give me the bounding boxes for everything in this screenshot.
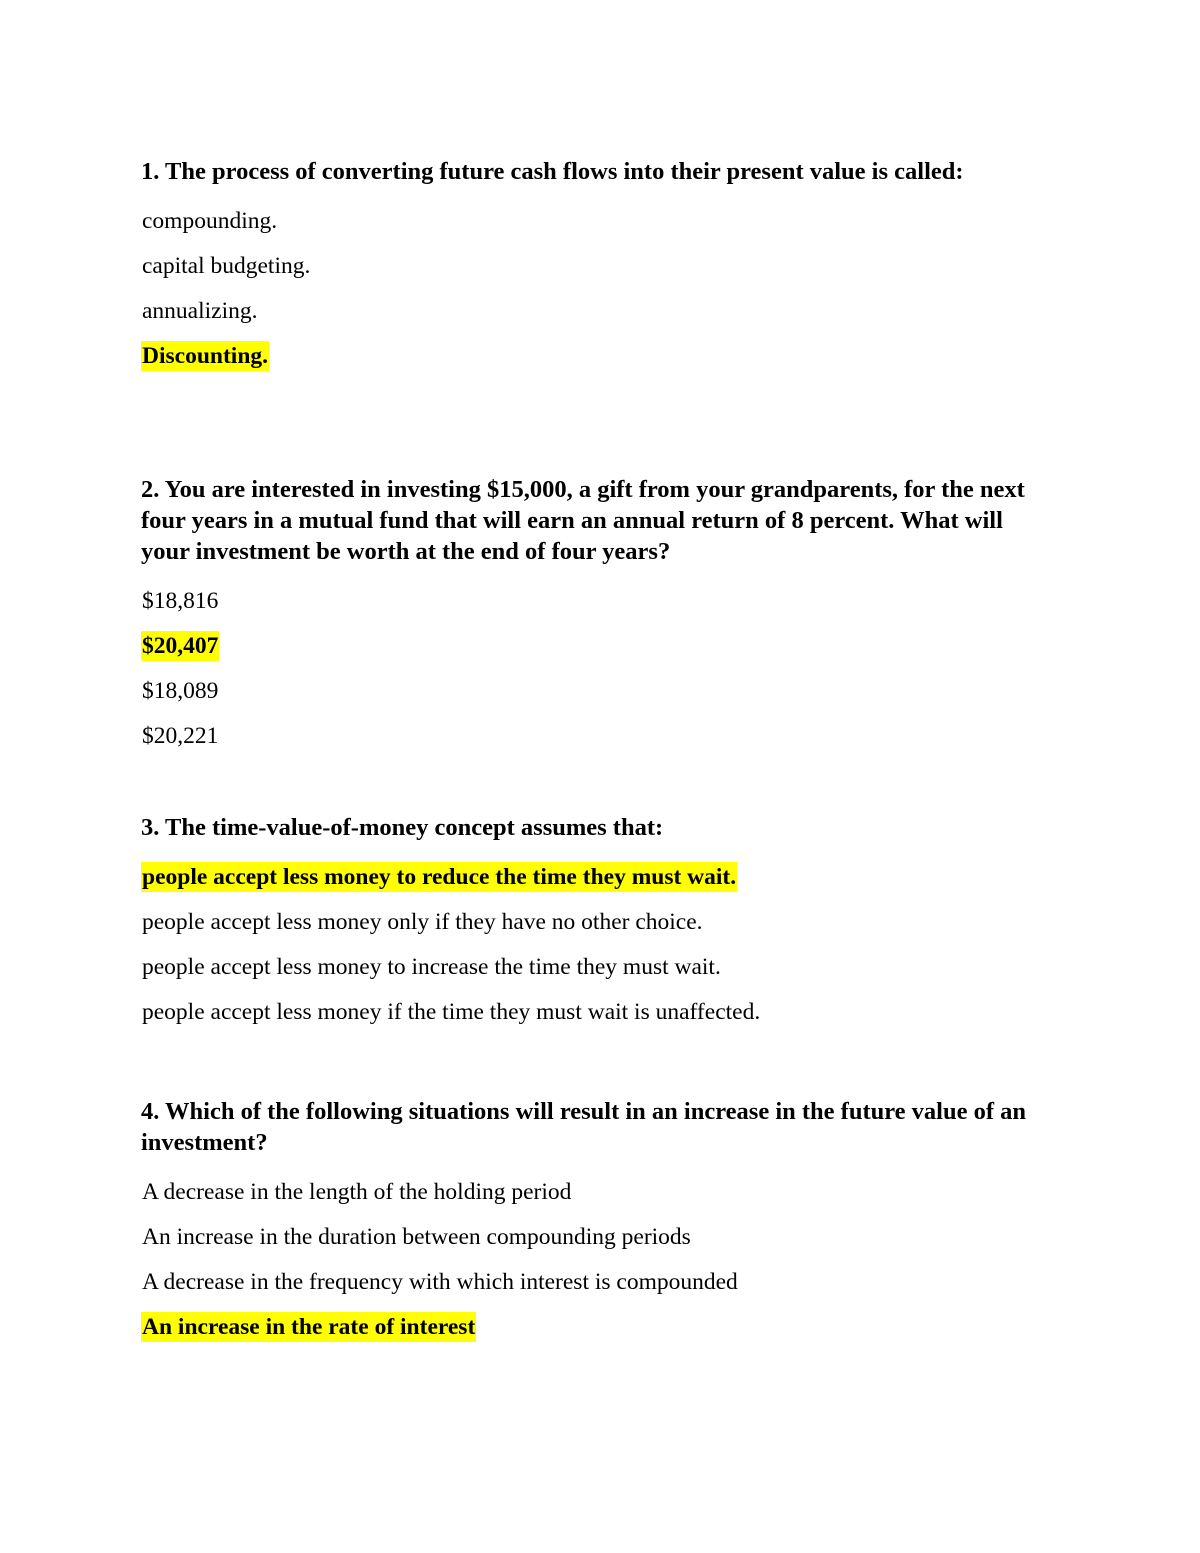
answer-option-label: $18,816 [142, 588, 219, 614]
answer-option-highlighted [141, 862, 1041, 892]
answer-option [141, 676, 1041, 706]
answer-option-label: people accept less money to reduce the time they must wait. [142, 864, 737, 890]
answer-options [141, 862, 1041, 1027]
answer-option-label: $20,221 [142, 723, 219, 749]
answer-option-label: An increase in the rate of interest [142, 1314, 476, 1340]
answer-option-label: annualizing. [142, 298, 258, 324]
question-1 [141, 156, 1041, 371]
answer-option [141, 1177, 1041, 1207]
answer-option [141, 206, 1041, 236]
question-text: 4. Which of the following situations will result in an increase in the future value of an investment? [141, 1098, 1027, 1156]
question-text: 2. You are interested in investing $15,000, a gift from your grandparents, for the next four years in a mutual fund that will earn an annual return of 8 percent. What will your investment be worth at the end of four years? [141, 476, 1025, 565]
answer-option-label: people accept less money only if they have no other choice. [142, 909, 703, 935]
answer-option [141, 907, 1041, 937]
answer-option [141, 721, 1041, 751]
answer-option-label: Discounting. [142, 343, 269, 369]
question-2 [141, 474, 1041, 751]
answer-option [141, 1222, 1041, 1252]
answer-option [141, 296, 1041, 326]
answer-options [141, 586, 1041, 751]
answer-option-label: people accept less money to increase the time they must wait. [142, 954, 721, 980]
question-4 [141, 1096, 1041, 1342]
answer-option-label: A decrease in the length of the holding period [142, 1179, 572, 1205]
answer-option-label: capital budgeting. [142, 253, 311, 279]
answer-option-label: $20,407 [142, 633, 219, 659]
answer-option [141, 586, 1041, 616]
answer-option-label: people accept less money if the time they must wait is unaffected. [142, 999, 761, 1025]
question-text: 1. The process of converting future cash flows into their present value is called: [141, 158, 964, 185]
answer-option-highlighted [141, 631, 1041, 661]
answer-option-label: $18,089 [142, 678, 219, 704]
answer-option-label: A decrease in the frequency with which interest is compounded [142, 1269, 738, 1295]
question-text: 3. The time-value-of-money concept assumes that: [141, 814, 664, 841]
answer-option-highlighted [141, 341, 1041, 371]
answer-option-highlighted [141, 1312, 1041, 1342]
answer-option-label: compounding. [142, 208, 278, 234]
answer-option [141, 952, 1041, 982]
answer-option [141, 1267, 1041, 1297]
answer-options [141, 206, 1041, 371]
question-3 [141, 812, 1041, 1027]
answer-options [141, 1177, 1041, 1342]
answer-option [141, 251, 1041, 281]
answer-option [141, 997, 1041, 1027]
answer-option-label: An increase in the duration between compounding periods [142, 1224, 691, 1250]
